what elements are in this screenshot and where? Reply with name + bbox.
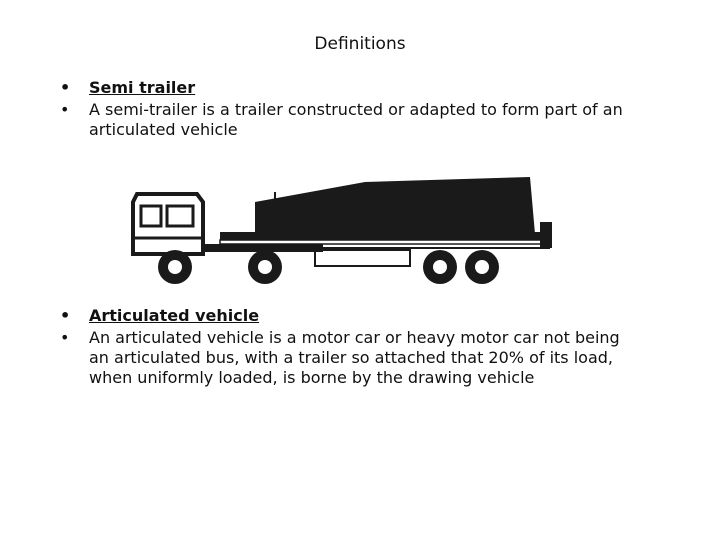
heading-text: Semi trailer xyxy=(89,78,196,97)
wheel-trailer-2 xyxy=(465,250,499,284)
articulated-truck-icon xyxy=(125,172,555,292)
bullet-icon: • xyxy=(60,100,70,119)
bullet-icon: • xyxy=(60,78,71,97)
definition-text: An articulated vehicle is a motor car or heavy motor car not being an articulated bus, with a trailer so attached that 20% of its load, when uniformly loaded, is borne by the drawing vehicle xyxy=(89,328,620,387)
semi-trailer-definition xyxy=(60,78,640,142)
slide-title: Definitions xyxy=(314,34,406,54)
wheel-tractor-rear xyxy=(248,250,282,284)
wheel-trailer-1 xyxy=(423,250,457,284)
cargo-load xyxy=(255,177,535,234)
trailer-deck xyxy=(220,232,550,240)
wheel-front xyxy=(158,250,192,284)
bullet-definition-semi-trailer xyxy=(60,100,640,140)
articulated-vehicle-definition xyxy=(60,306,640,390)
bullet-icon: • xyxy=(60,328,70,347)
definition-text: A semi-trailer is a trailer constructed or adapted to form part of an articulated vehicle xyxy=(89,100,623,139)
bullet-icon: • xyxy=(60,306,71,325)
bullet-definition-articulated-vehicle xyxy=(60,328,640,388)
heading-text: Articulated vehicle xyxy=(89,306,260,325)
bullet-heading-semi-trailer xyxy=(60,78,640,98)
bullet-heading-articulated-vehicle xyxy=(60,306,640,326)
